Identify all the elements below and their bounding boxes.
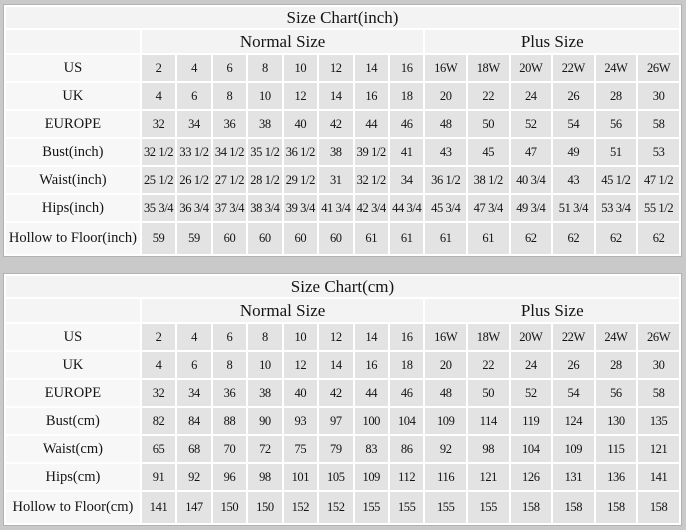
value-cell: 26W: [638, 55, 679, 81]
value-cell: 26W: [638, 324, 679, 350]
value-cell: 48: [425, 111, 466, 137]
value-cell: 46: [390, 111, 423, 137]
value-cell: 58: [638, 380, 679, 406]
value-cell: 51: [596, 139, 637, 165]
value-cell: 119: [511, 408, 552, 434]
value-cell: 59: [142, 223, 175, 254]
value-cell: 39 1/2: [355, 139, 388, 165]
size-group-header-row: [6, 30, 679, 53]
value-cell: 24: [511, 352, 552, 378]
value-cell: 18: [390, 83, 423, 109]
value-cell: 49: [553, 139, 594, 165]
value-cell: 131: [553, 464, 594, 490]
size-chart-cm-section: [3, 273, 682, 526]
value-cell: 14: [319, 83, 352, 109]
table-row: [6, 408, 679, 434]
table-row: [6, 352, 679, 378]
corner-cell: [6, 30, 140, 53]
row-label: UK: [6, 83, 140, 109]
value-cell: 29 1/2: [284, 167, 317, 193]
value-cell: 62: [596, 223, 637, 254]
value-cell: 121: [468, 464, 509, 490]
size-chart-inch-table: [3, 4, 682, 257]
value-cell: 59: [177, 223, 210, 254]
value-cell: 4: [177, 324, 210, 350]
value-cell: 14: [355, 55, 388, 81]
value-cell: 79: [319, 436, 352, 462]
value-cell: 36 1/2: [284, 139, 317, 165]
value-cell: 150: [213, 492, 246, 523]
value-cell: 10: [284, 55, 317, 81]
value-cell: 42: [319, 111, 352, 137]
value-cell: 16: [355, 83, 388, 109]
value-cell: 31: [319, 167, 352, 193]
chart-title-row: [6, 276, 679, 297]
value-cell: 104: [511, 436, 552, 462]
row-label: Hips(inch): [6, 195, 140, 221]
group-header-normal-size: Normal Size: [142, 30, 424, 53]
value-cell: 83: [355, 436, 388, 462]
corner-cell: [6, 299, 140, 322]
value-cell: 56: [596, 380, 637, 406]
value-cell: 158: [638, 492, 679, 523]
value-cell: 25 1/2: [142, 167, 175, 193]
value-cell: 62: [638, 223, 679, 254]
value-cell: 8: [213, 83, 246, 109]
row-label: UK: [6, 352, 140, 378]
value-cell: 26: [553, 352, 594, 378]
value-cell: 40: [284, 111, 317, 137]
value-cell: 141: [638, 464, 679, 490]
value-cell: 93: [284, 408, 317, 434]
value-cell: 48: [425, 380, 466, 406]
value-cell: 10: [248, 83, 281, 109]
table-row: [6, 324, 679, 350]
value-cell: 42 3/4: [355, 195, 388, 221]
value-cell: 124: [553, 408, 594, 434]
value-cell: 109: [425, 408, 466, 434]
value-cell: 14: [355, 324, 388, 350]
group-header-normal-size: Normal Size: [142, 299, 424, 322]
value-cell: 6: [213, 55, 246, 81]
group-header-plus-size: Plus Size: [425, 30, 679, 53]
value-cell: 32 1/2: [355, 167, 388, 193]
value-cell: 50: [468, 111, 509, 137]
table-row: [6, 111, 679, 137]
value-cell: 112: [390, 464, 423, 490]
value-cell: 36 3/4: [177, 195, 210, 221]
value-cell: 135: [638, 408, 679, 434]
value-cell: 126: [511, 464, 552, 490]
value-cell: 8: [248, 324, 281, 350]
value-cell: 45 3/4: [425, 195, 466, 221]
value-cell: 60: [248, 223, 281, 254]
table-row: [6, 55, 679, 81]
value-cell: 62: [511, 223, 552, 254]
value-cell: 155: [425, 492, 466, 523]
value-cell: 100: [355, 408, 388, 434]
table-row: [6, 139, 679, 165]
value-cell: 34: [177, 380, 210, 406]
value-cell: 136: [596, 464, 637, 490]
table-row: [6, 223, 679, 254]
value-cell: 155: [468, 492, 509, 523]
value-cell: 101: [284, 464, 317, 490]
value-cell: 8: [213, 352, 246, 378]
value-cell: 91: [142, 464, 175, 490]
value-cell: 147: [177, 492, 210, 523]
value-cell: 34: [177, 111, 210, 137]
value-cell: 75: [284, 436, 317, 462]
row-label: EUROPE: [6, 111, 140, 137]
value-cell: 115: [596, 436, 637, 462]
value-cell: 22W: [553, 55, 594, 81]
value-cell: 150: [248, 492, 281, 523]
value-cell: 12: [319, 324, 352, 350]
value-cell: 18W: [468, 324, 509, 350]
value-cell: 8: [248, 55, 281, 81]
value-cell: 20W: [511, 55, 552, 81]
value-cell: 60: [319, 223, 352, 254]
value-cell: 43: [425, 139, 466, 165]
value-cell: 12: [319, 55, 352, 81]
value-cell: 6: [177, 352, 210, 378]
group-header-plus-size: Plus Size: [425, 299, 679, 322]
value-cell: 60: [284, 223, 317, 254]
value-cell: 98: [248, 464, 281, 490]
value-cell: 55 1/2: [638, 195, 679, 221]
value-cell: 49 3/4: [511, 195, 552, 221]
value-cell: 61: [425, 223, 466, 254]
value-cell: 96: [213, 464, 246, 490]
value-cell: 84: [177, 408, 210, 434]
value-cell: 141: [142, 492, 175, 523]
size-chart-inch-section: [3, 4, 682, 257]
value-cell: 61: [355, 223, 388, 254]
value-cell: 10: [284, 324, 317, 350]
row-label: EUROPE: [6, 380, 140, 406]
row-label: US: [6, 324, 140, 350]
value-cell: 45 1/2: [596, 167, 637, 193]
value-cell: 53 3/4: [596, 195, 637, 221]
value-cell: 54: [553, 111, 594, 137]
value-cell: 40 3/4: [511, 167, 552, 193]
value-cell: 60: [213, 223, 246, 254]
value-cell: 34: [390, 167, 423, 193]
value-cell: 32 1/2: [142, 139, 175, 165]
value-cell: 97: [319, 408, 352, 434]
value-cell: 16: [355, 352, 388, 378]
value-cell: 155: [355, 492, 388, 523]
value-cell: 68: [177, 436, 210, 462]
row-label: Hollow to Floor(cm): [6, 492, 140, 523]
value-cell: 38: [319, 139, 352, 165]
value-cell: 32: [142, 111, 175, 137]
value-cell: 12: [284, 352, 317, 378]
value-cell: 16: [390, 324, 423, 350]
value-cell: 24: [511, 83, 552, 109]
value-cell: 43: [553, 167, 594, 193]
value-cell: 18: [390, 352, 423, 378]
row-label: Bust(inch): [6, 139, 140, 165]
row-label: US: [6, 55, 140, 81]
table-row: [6, 195, 679, 221]
value-cell: 6: [213, 324, 246, 350]
size-group-header-row: [6, 299, 679, 322]
value-cell: 30: [638, 83, 679, 109]
value-cell: 61: [390, 223, 423, 254]
value-cell: 50: [468, 380, 509, 406]
value-cell: 38 1/2: [468, 167, 509, 193]
value-cell: 56: [596, 111, 637, 137]
value-cell: 158: [596, 492, 637, 523]
value-cell: 51 3/4: [553, 195, 594, 221]
value-cell: 116: [425, 464, 466, 490]
value-cell: 35 3/4: [142, 195, 175, 221]
chart-title: Size Chart(cm): [6, 276, 679, 297]
value-cell: 44 3/4: [390, 195, 423, 221]
value-cell: 12: [284, 83, 317, 109]
value-cell: 4: [142, 352, 175, 378]
value-cell: 158: [511, 492, 552, 523]
value-cell: 92: [177, 464, 210, 490]
value-cell: 35 1/2: [248, 139, 281, 165]
value-cell: 2: [142, 55, 175, 81]
value-cell: 42: [319, 380, 352, 406]
value-cell: 52: [511, 111, 552, 137]
value-cell: 86: [390, 436, 423, 462]
value-cell: 47 1/2: [638, 167, 679, 193]
table-row: [6, 83, 679, 109]
value-cell: 40: [284, 380, 317, 406]
value-cell: 105: [319, 464, 352, 490]
value-cell: 109: [553, 436, 594, 462]
value-cell: 38 3/4: [248, 195, 281, 221]
table-row: [6, 436, 679, 462]
value-cell: 58: [638, 111, 679, 137]
value-cell: 109: [355, 464, 388, 490]
value-cell: 26 1/2: [177, 167, 210, 193]
value-cell: 24W: [596, 324, 637, 350]
value-cell: 26: [553, 83, 594, 109]
value-cell: 45: [468, 139, 509, 165]
value-cell: 20W: [511, 324, 552, 350]
value-cell: 4: [142, 83, 175, 109]
value-cell: 36: [213, 111, 246, 137]
value-cell: 46: [390, 380, 423, 406]
value-cell: 70: [213, 436, 246, 462]
value-cell: 38: [248, 111, 281, 137]
value-cell: 90: [248, 408, 281, 434]
value-cell: 92: [425, 436, 466, 462]
value-cell: 14: [319, 352, 352, 378]
value-cell: 22: [468, 83, 509, 109]
value-cell: 62: [553, 223, 594, 254]
value-cell: 114: [468, 408, 509, 434]
table-row: [6, 492, 679, 523]
value-cell: 37 3/4: [213, 195, 246, 221]
value-cell: 130: [596, 408, 637, 434]
value-cell: 152: [319, 492, 352, 523]
chart-title-row: [6, 7, 679, 28]
value-cell: 39 3/4: [284, 195, 317, 221]
value-cell: 47: [511, 139, 552, 165]
value-cell: 155: [390, 492, 423, 523]
value-cell: 98: [468, 436, 509, 462]
value-cell: 30: [638, 352, 679, 378]
value-cell: 88: [213, 408, 246, 434]
value-cell: 16W: [425, 324, 466, 350]
row-label: Waist(inch): [6, 167, 140, 193]
value-cell: 41: [390, 139, 423, 165]
row-label: Bust(cm): [6, 408, 140, 434]
table-row: [6, 464, 679, 490]
value-cell: 20: [425, 83, 466, 109]
value-cell: 34 1/2: [213, 139, 246, 165]
table-row: [6, 167, 679, 193]
table-row: [6, 380, 679, 406]
value-cell: 22: [468, 352, 509, 378]
value-cell: 10: [248, 352, 281, 378]
value-cell: 38: [248, 380, 281, 406]
value-cell: 32: [142, 380, 175, 406]
value-cell: 53: [638, 139, 679, 165]
row-label: Waist(cm): [6, 436, 140, 462]
value-cell: 6: [177, 83, 210, 109]
value-cell: 22W: [553, 324, 594, 350]
value-cell: 104: [390, 408, 423, 434]
value-cell: 82: [142, 408, 175, 434]
value-cell: 52: [511, 380, 552, 406]
value-cell: 152: [284, 492, 317, 523]
value-cell: 61: [468, 223, 509, 254]
value-cell: 54: [553, 380, 594, 406]
value-cell: 36 1/2: [425, 167, 466, 193]
value-cell: 33 1/2: [177, 139, 210, 165]
value-cell: 44: [355, 380, 388, 406]
value-cell: 28: [596, 83, 637, 109]
value-cell: 47 3/4: [468, 195, 509, 221]
row-label: Hips(cm): [6, 464, 140, 490]
chart-title: Size Chart(inch): [6, 7, 679, 28]
value-cell: 28 1/2: [248, 167, 281, 193]
value-cell: 121: [638, 436, 679, 462]
value-cell: 2: [142, 324, 175, 350]
size-chart-cm-table: [3, 273, 682, 526]
value-cell: 65: [142, 436, 175, 462]
value-cell: 36: [213, 380, 246, 406]
value-cell: 16: [390, 55, 423, 81]
value-cell: 4: [177, 55, 210, 81]
value-cell: 72: [248, 436, 281, 462]
value-cell: 18W: [468, 55, 509, 81]
value-cell: 158: [553, 492, 594, 523]
value-cell: 24W: [596, 55, 637, 81]
row-label: Hollow to Floor(inch): [6, 223, 140, 254]
value-cell: 44: [355, 111, 388, 137]
value-cell: 16W: [425, 55, 466, 81]
value-cell: 27 1/2: [213, 167, 246, 193]
value-cell: 28: [596, 352, 637, 378]
value-cell: 20: [425, 352, 466, 378]
value-cell: 41 3/4: [319, 195, 352, 221]
